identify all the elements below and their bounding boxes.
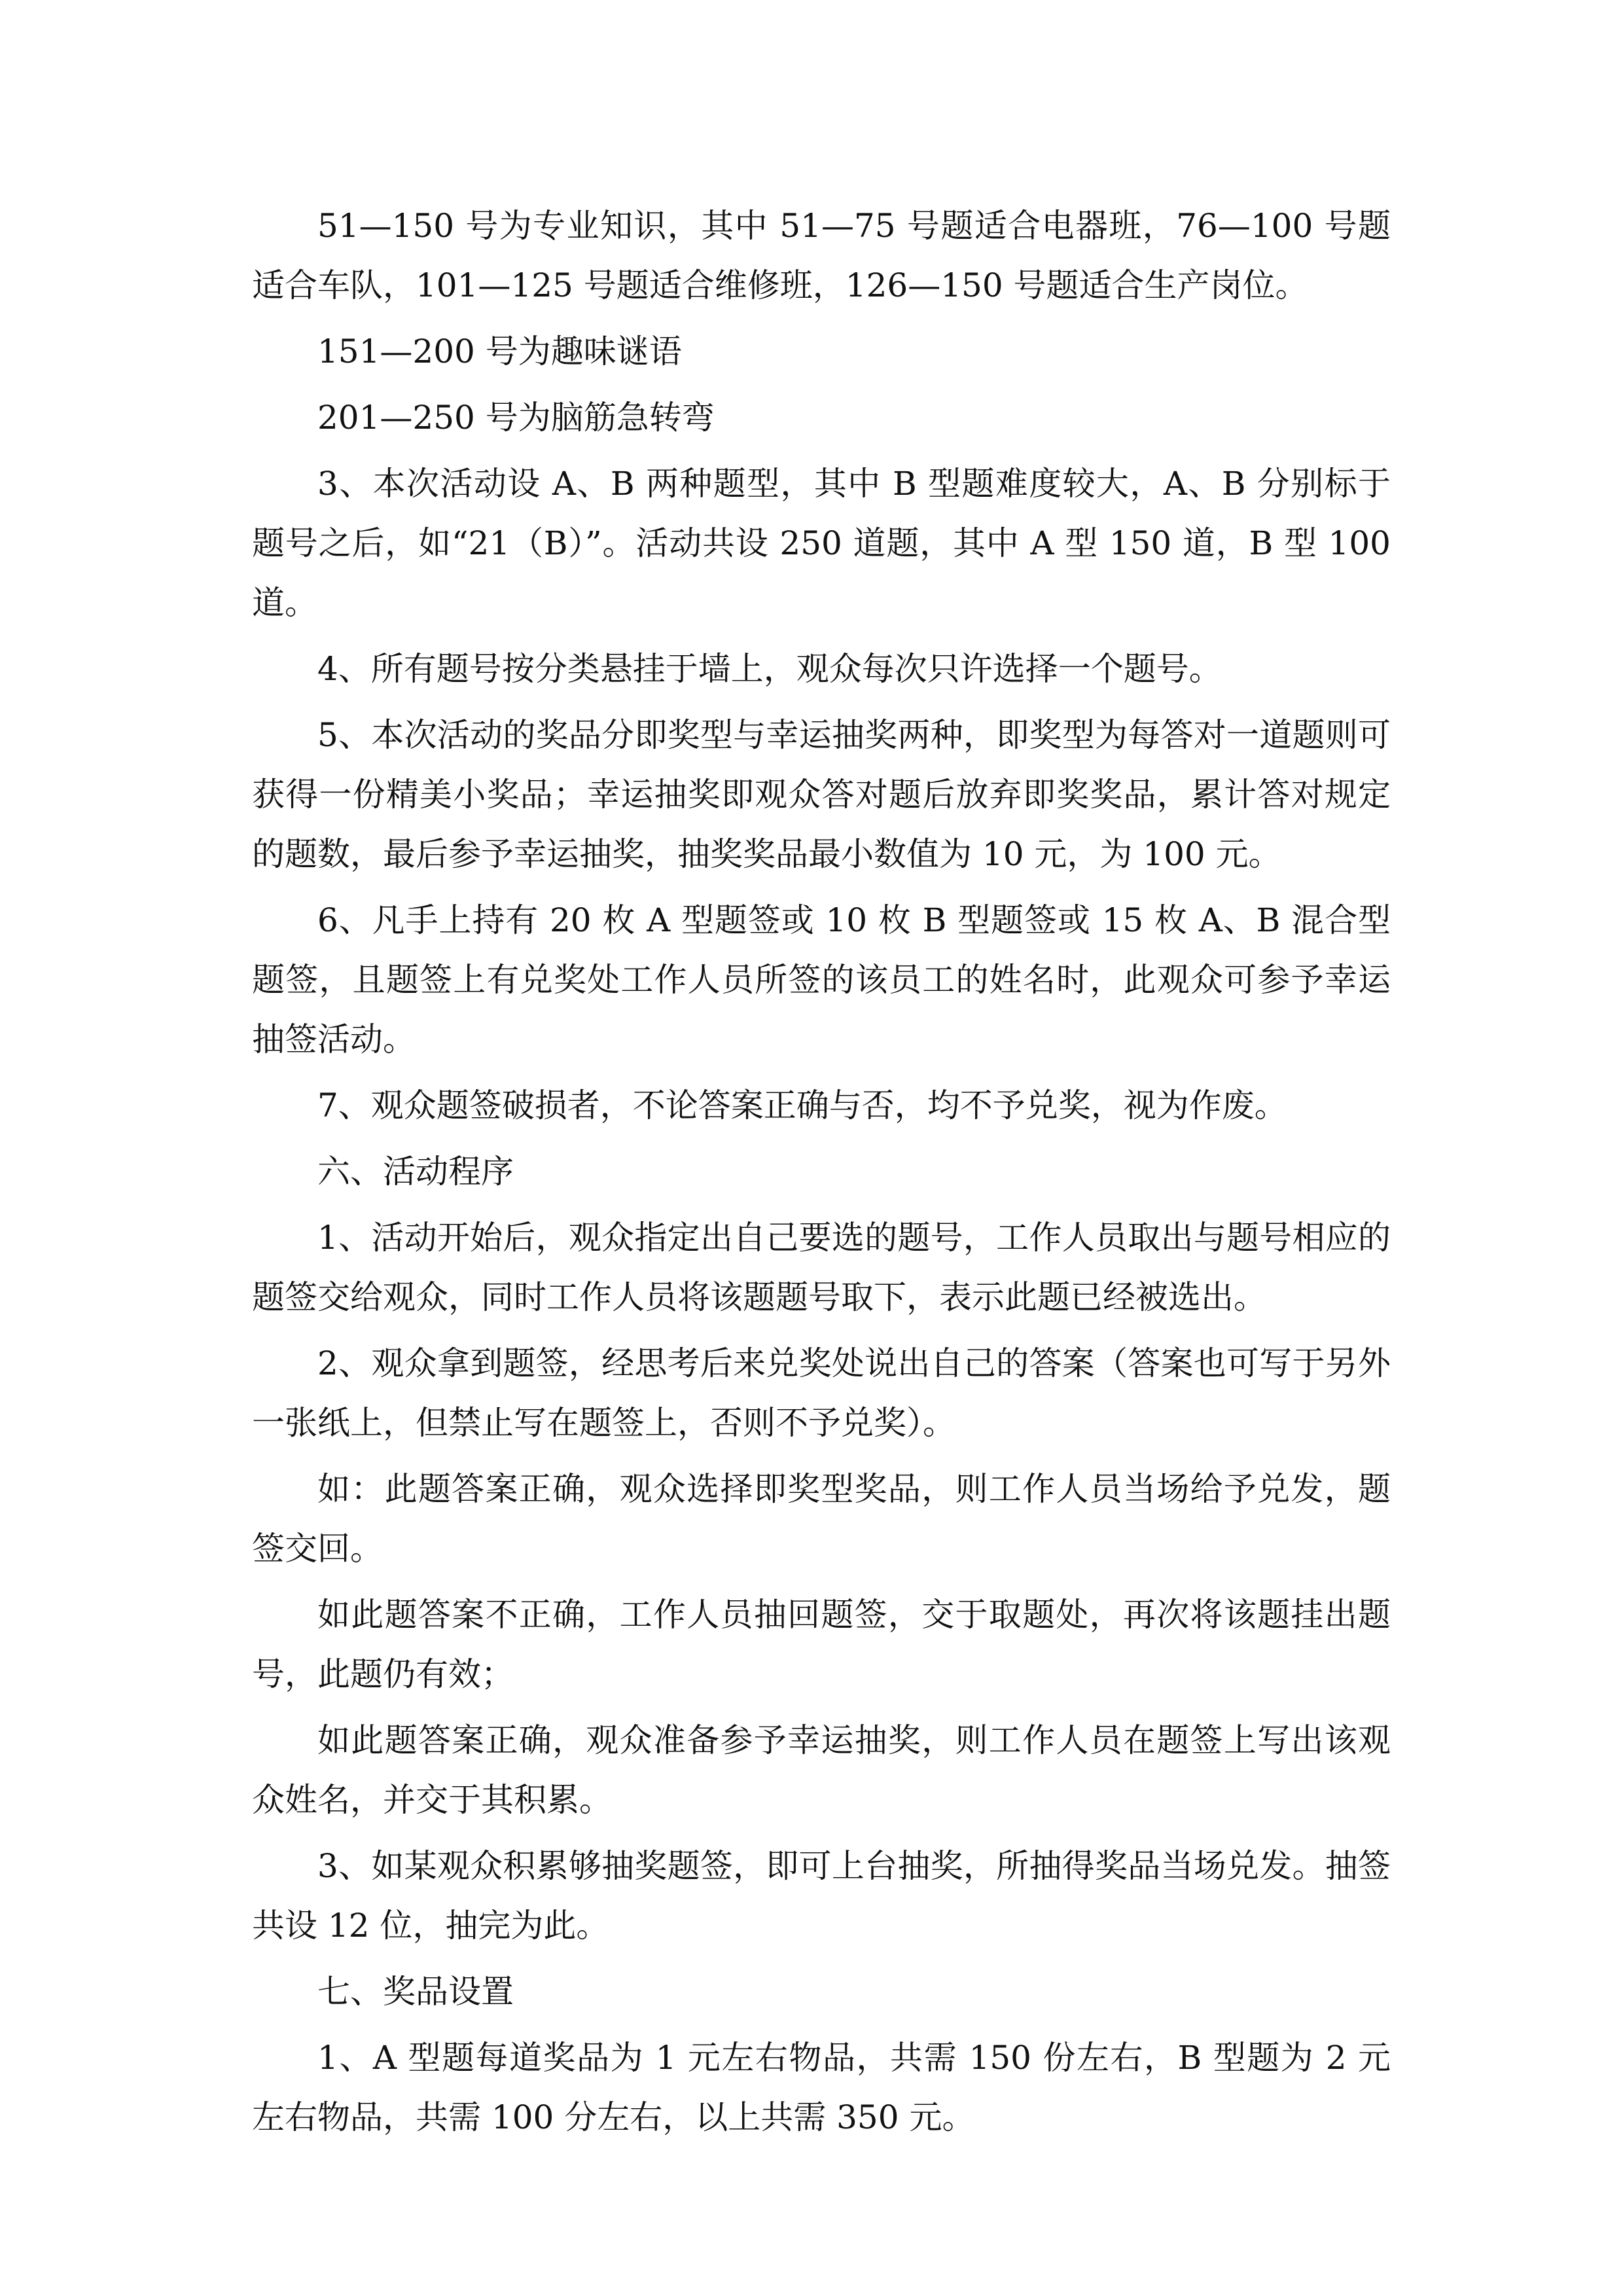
paragraph-rule-3: 3、本次活动设 A、B 两种题型，其中 B 型题难度较大，A、B 分别标于题号之后，如“21（B）”。活动共设 250 道题，其中 A 型 150 道，B 型 100 道。 [252,465,1391,622]
document-page [252,196,1391,2147]
paragraph-procedure-1: 1、活动开始后，观众指定出自己要选的题号，工作人员取出与题号相应的题签交给观众，同时工作人员将该题题号取下，表示此题已经被选出。 [252,1219,1391,1316]
paragraph-topic-ranges: 51—150 号为专业知识，其中 51—75 号题适合电器班，76—100 号题适合车队，101—125 号题适合维修班，126—150 号题适合生产岗位。 [252,207,1391,304]
paragraph-procedure-2: 2、观众拿到题签，经思考后来兑奖处说出自己的答案（答案也可写于另外一张纸上，但禁止写在题签上，否则不予兑奖）。 [252,1344,1391,1442]
paragraph-brain-teasers: 201—250 号为脑筋急转弯 [317,399,715,437]
paragraph-rule-5: 5、本次活动的奖品分即奖型与幸运抽奖两种，即奖型为每答对一道题则可获得一份精美小奖品；幸运抽奖即观众答对题后放弃即奖奖品，累计答对规定的题数，最后参予幸运抽奖，抽奖奖品最小数值为 10 元，为 100 元。 [252,716,1391,873]
paragraph-case-correct-instant: 如：此题答案正确，观众选择即奖型奖品，则工作人员当场给予兑发，题签交回。 [252,1470,1391,1568]
paragraph-rule-6: 6、凡手上持有 20 枚 A 型题签或 10 枚 B 型题签或 15 枚 A、B 混合型题签，且题签上有兑奖处工作人员所签的该员工的姓名时，此观众可参予幸运抽签活动。 [252,901,1391,1058]
paragraph-case-incorrect: 如此题答案不正确，工作人员抽回题签，交于取题处，再次将该题挂出题号，此题仍有效； [252,1596,1391,1693]
paragraph-rule-7: 7、观众题签破损者，不论答案正确与否，均不予兑奖，视为作废。 [317,1086,1287,1124]
paragraph-prizes-1: 1、A 型题每道奖品为 1 元左右物品，共需 150 份左右，B 型题为 2 元左右物品，共需 100 分左右，以上共需 350 元。 [252,2039,1391,2136]
paragraph-riddles: 151—200 号为趣味谜语 [317,332,682,370]
paragraph-procedure-3: 3、如某观众积累够抽奖题签，即可上台抽奖，所抽得奖品当场兑发。抽签共设 12 位，抽完为此。 [252,1847,1391,1945]
paragraph-rule-4: 4、所有题号按分类悬挂于墙上，观众每次只许选择一个题号。 [317,650,1222,688]
section-heading-prizes: 七、奖品设置 [317,1973,514,2011]
paragraph-case-correct-lucky: 如此题答案正确，观众准备参予幸运抽奖，则工作人员在题签上写出该观众姓名，并交于其积累。 [252,1721,1391,1819]
section-heading-procedure: 六、活动程序 [317,1153,514,1191]
